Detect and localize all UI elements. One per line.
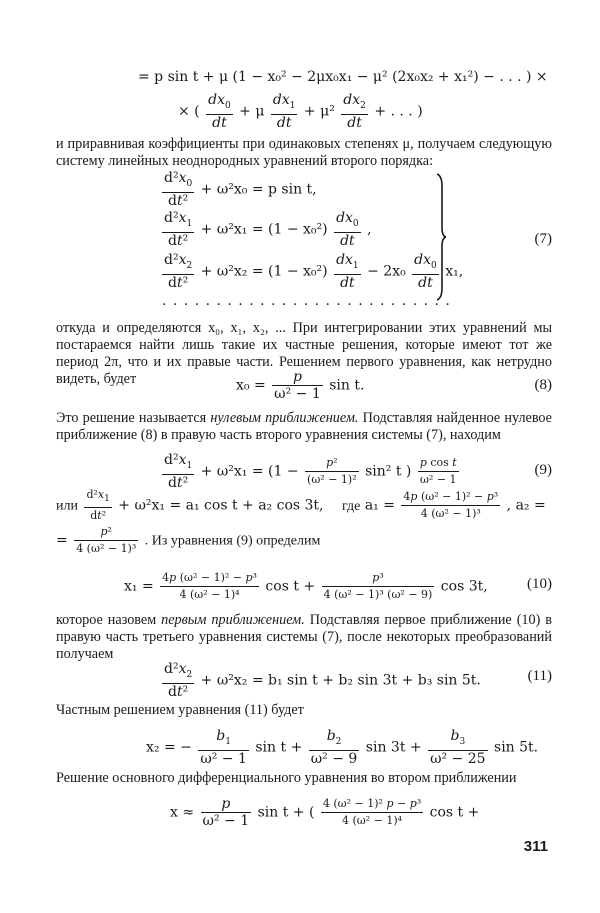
equation-number-11: (11) [527,668,552,684]
system-brace [436,172,446,302]
equation-number-10: (10) [527,576,552,592]
paragraph-5: Частным решением уравнения (11) будет [56,702,304,718]
paragraph-4: которое назовем первым приближением. Подставляя первое приближение (10) в правую часть третьего уравнения системы (7), после некоторых преобразований получаем [56,612,552,662]
equation-top-line-2: × ( $\frac{dx_0}{dt}$ + μ $\frac{dx_1}{dt}$ + μ² $\frac{dx_2}{dt}$ + . . . ) [178,92,423,131]
equation-top-line-1: = p sin t + μ (1 − x₀² − 2μx₀x₁ − μ² (2x₀x₂ + x₁²) − . . . ) × [138,69,548,85]
system-row-1: $\frac{d^2x_0}{\text{dt²}}$ + ω²x₀ = p sin t, [164,170,317,209]
equation-number-9: (9) [534,462,552,478]
paragraph-2: откуда и определяются x₀, x₁, x₂, ... При интегрировании этих уравнений мы постараемся найти лишь такие их частные решения, которые имеют тот же период 2π, что и их правые части. Решением первого уравнения, как нетрудно видеть, будет [56,320,552,387]
system-dots: . . . . . . . . . . . . . . . . . . . . . . . . . . . [162,293,451,309]
equation-second-approximation: x ≈ $\frac{p}{\text{ω² − 1}}$ sin t + ( $\frac{\text{4 (ω² − 1)² p − p³}}{\text{4 (ω² − 1)⁴}}$ cos t + [170,796,480,829]
system-row-2: $\frac{d^2x_1}{\text{dt²}}$ + ω²x₁ = (1 − x₀²) $\frac{dx_0}{dt}$ , [164,210,372,249]
page-number: 311 [523,838,548,855]
equation-number-8: (8) [534,377,552,393]
equation-a2-line: = $\frac{\text{p²}}{\text{4 (ω² − 1)³}}$ . Из уравнения (9) определим [56,525,321,555]
equation-10: x₁ = $\frac{\text{4p (ω² − 1)² − p³}}{\text{4 (ω² − 1)⁴}}$ cos t + $\frac{\text{p³}}{\text{4 (ω² − 1)³ (ω² − 9)}}$ cos 3t, [124,571,488,601]
paragraph-1: и приравнивая коэффициенты при одинаковых степенях μ, получаем следующую систему линейных неоднородных уравнений второго порядка: [56,136,552,169]
equation-ili-line: или $\frac{d^2x_1}{\text{dt²}}$ + ω²x₁ = a₁ cos t + a₂ cos 3t, где a₁ = $\frac{\text{4p (ω² − 1)² − p³}}{\text{4 (ω² − 1)³}}$ , a₂ = [56,488,546,523]
equation-9: $\frac{d^2x_1}{\text{dt²}}$ + ω²x₁ = (1 − $\frac{\text{p²}}{\text{(ω² − 1)²}}$ sin² t ) $\frac{\text{p cos t}}{\text{ω² − 1}}$ [164,452,457,491]
equation-8: x₀ = $\frac{p}{\text{ω² − 1}}$ sin t. [236,369,365,402]
equation-x2: x₂ = − $\frac{b_1}{\text{ω² − 1}}$ sin t + $\frac{b_2}{\text{ω² − 9}}$ sin 3t + $\frac{b_3}{\text{ω² − 25}}$ sin 5t. [146,728,539,767]
equation-number-7: (7) [534,231,552,247]
system-row-3: $\frac{d^2x_2}{\text{dt²}}$ + ω²x₂ = (1 − x₀²) $\frac{dx_1}{dt}$ − 2x₀ $\frac{dx_0}{dt}$ x₁, [164,252,464,291]
paragraph-3: Это решение называется нулевым приближением. Подставляя найденное нулевое приближение (8) в правую часть второго уравнения системы (7), находим [56,410,552,443]
equation-11: $\frac{d^2x_2}{\text{dt²}}$ + ω²x₂ = b₁ sin t + b₂ sin 3t + b₃ sin 5t. [164,661,481,700]
paragraph-6: Решение основного дифференциального уравнения во втором приближении [56,770,517,786]
